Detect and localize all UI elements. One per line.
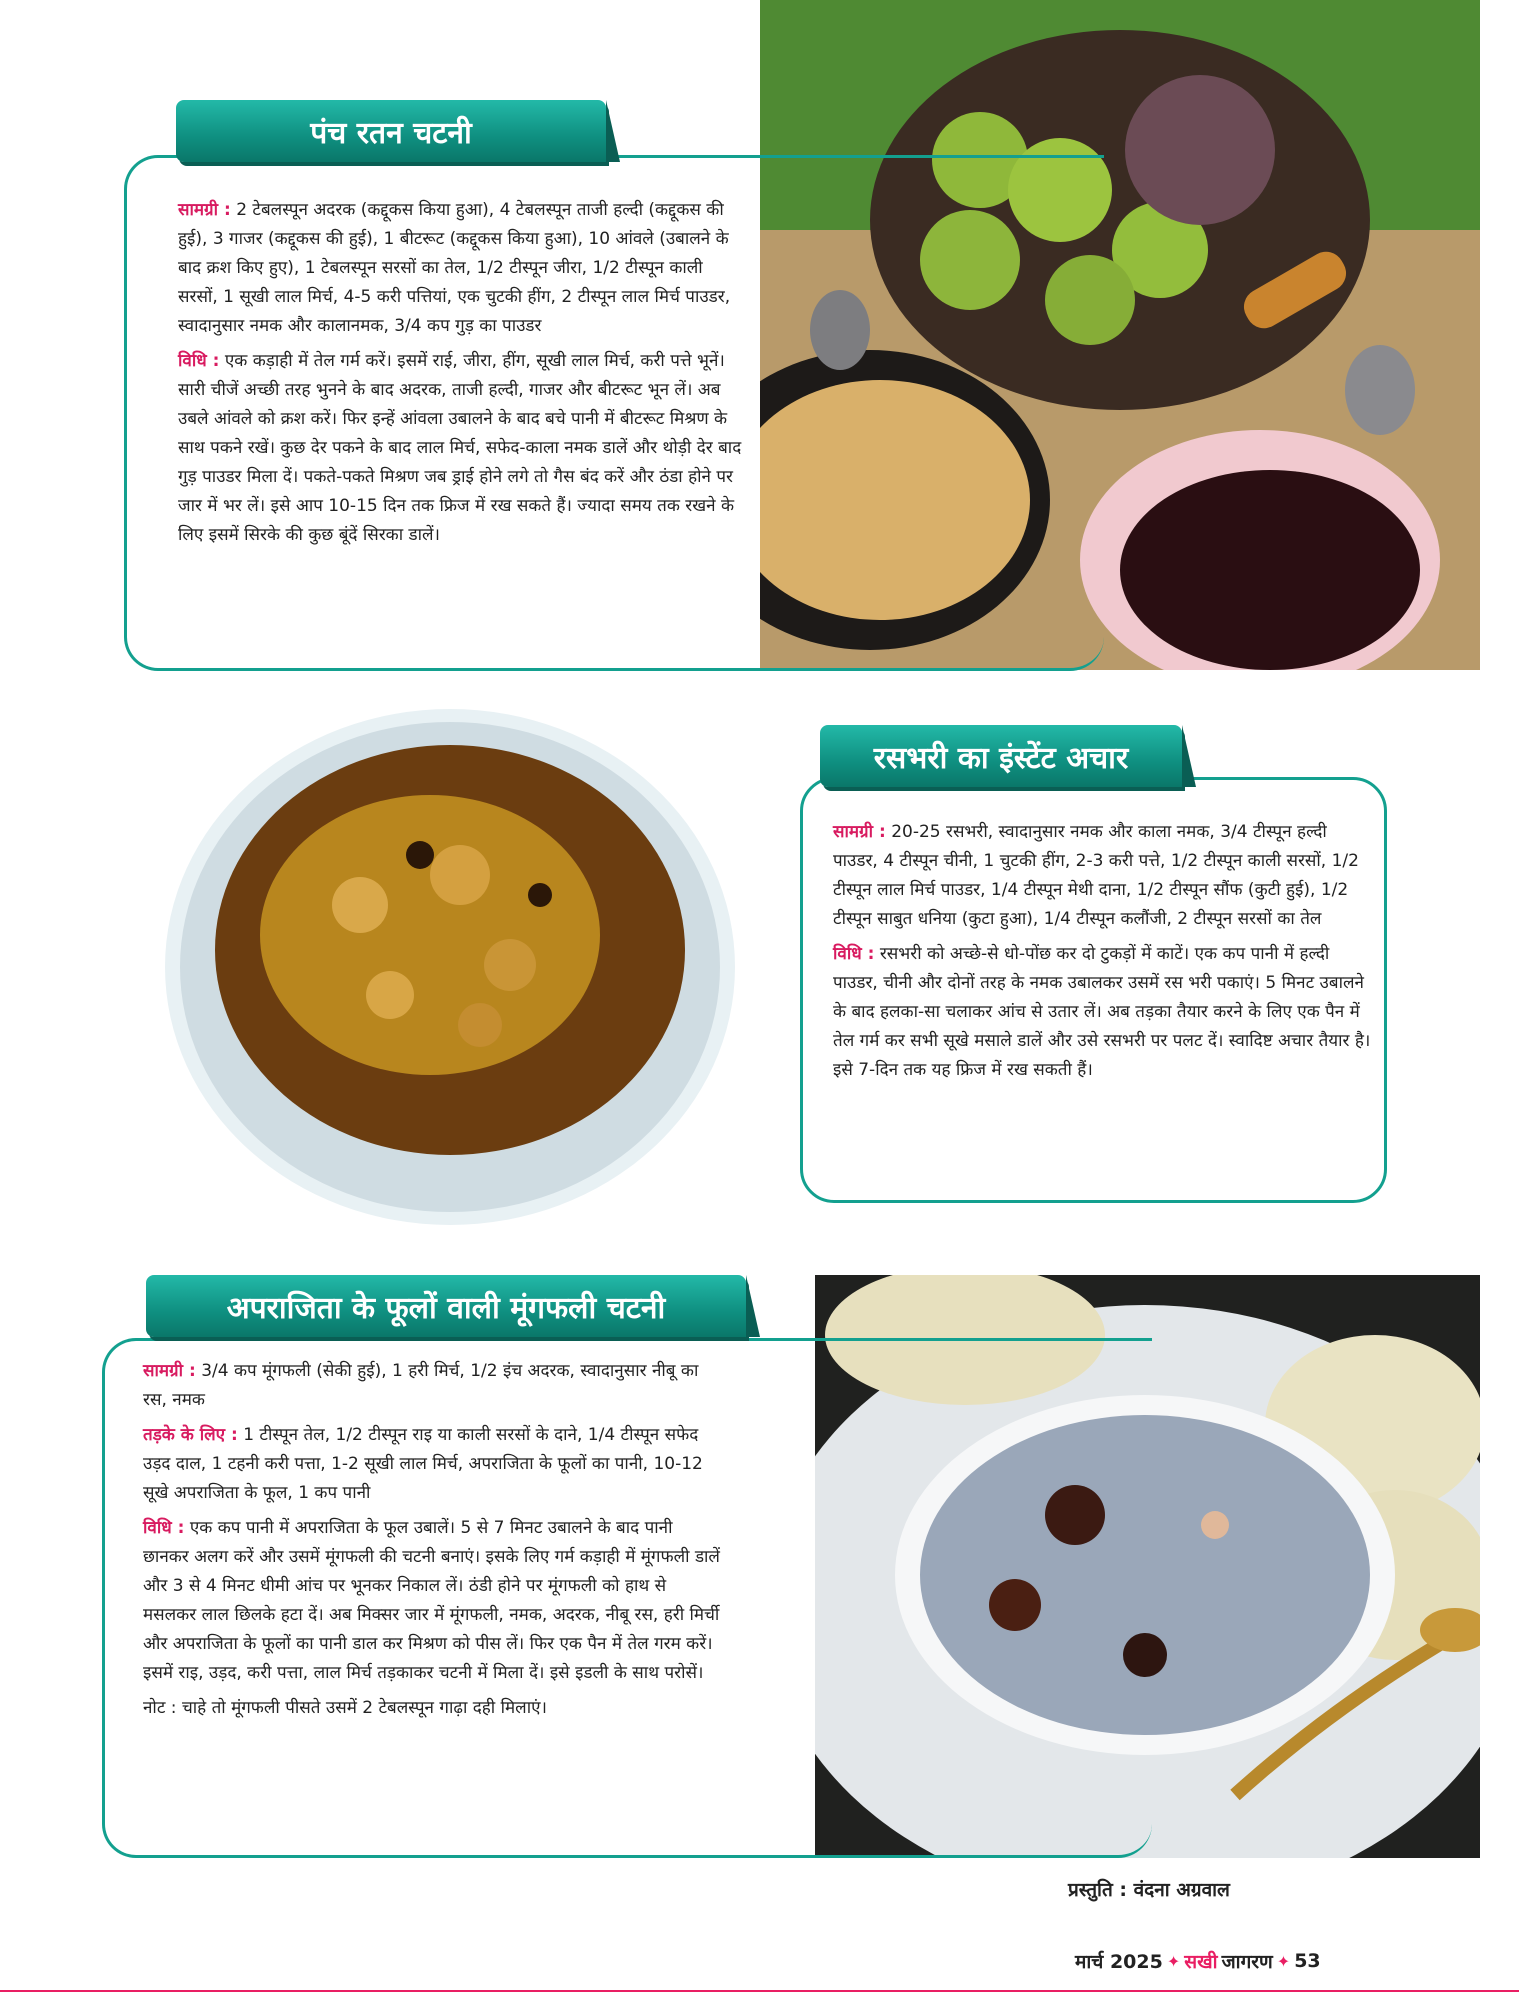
recipe-text-aparajita <box>143 1357 723 1729</box>
ingredients-paragraph <box>143 1357 723 1415</box>
method-label: विधि : <box>143 1518 185 1538</box>
tadka-text: 1 टीस्पून तेल, 1/2 टीस्पून राइ या काली सरसों के दाने, 1/4 टीस्पून सफेद उड़द दाल, 1 टहनी करी पत्ता, 1-2 सूखी लाल मिर्च, अपराजिता के फूलों का पानी, 10-12 सूखे अपराजिता के फूल, 1 कप पानी <box>143 1425 703 1503</box>
footer-page-number: 53 <box>1294 1950 1321 1972</box>
star-icon: ✦ <box>1276 1951 1291 1971</box>
recipe-title-aparajita: अपराजिता के फूलों वाली मूंगफली चटनी <box>146 1275 746 1337</box>
tadka-label: तड़के के लिए : <box>143 1425 238 1445</box>
footer-brand-part1: सखी <box>1184 1951 1218 1973</box>
method-label: विधि : <box>178 351 220 371</box>
recipe-text-rasbhari <box>833 818 1373 1091</box>
method-text: एक कप पानी में अपराजिता के फूल उबालें। 5 से 7 मिनट उबालने के बाद पानी छानकर अलग करें और उसमें मूंगफली की चटनी बनाएं। इसके लिए गर्म कड़ाही में मूंगफली डालें और 3 से 4 मिनट धीमी आंच पर भूनकर निकाल लें। ठंडी होने पर मूंगफली को हाथ से मसलकर लाल छिलके हटा दें। अब मिक्सर जार में मूंगफली, नमक, अदरक, नीबू रस, हरी मिर्ची और अपराजिता के फूलों का पानी डाल कर मिश्रण को पीस लें। फिर एक पैन में तेल गरम करें। इसमें राइ, उड़द, करी पत्ता, लाल मिर्च तड़काकर चटनी में मिला दें। इसे इडली के साथ परोसें। <box>143 1518 720 1683</box>
ingredients-label: सामग्री : <box>833 822 886 842</box>
method-paragraph <box>833 940 1373 1085</box>
footer-divider <box>0 1990 1519 1992</box>
recipe-title-rasbhari: रसभरी का इंस्टेंट अचार <box>820 725 1182 787</box>
ingredients-text: 3/4 कप मूंगफली (सेकी हुई), 1 हरी मिर्च, 1/2 इंच अदरक, स्वादानुसार नीबू का रस, नमक <box>143 1361 699 1410</box>
ingredients-paragraph <box>178 196 746 341</box>
note-paragraph: नोट : चाहे तो मूंगफली पीसते उसमें 2 टेबलस्पून गाढ़ा दही मिलाएं। <box>143 1698 547 1718</box>
ingredients-label: सामग्री : <box>178 200 231 220</box>
ingredients-text: 20-25 रसभरी, स्वादानुसार नमक और काला नमक, 3/4 टीस्पून हल्दी पाउडर, 4 टीस्पून चीनी, 1 चुटकी हींग, 2-3 करी पत्ते, 1/2 टीस्पून काली सरसों, 1/2 टीस्पून लाल मिर्च पाउडर, 1/4 टीस्पून मेथी दाना, 1/2 टीस्पून सौंफ (कुटी हुई), 1/2 टीस्पून साबुत धनिया (कुटा हुआ), 1/4 टीस्पून कलौंजी, 2 टीस्पून सरसों का तेल <box>833 822 1359 929</box>
recipe-text-panch-ratan <box>178 196 746 556</box>
tadka-paragraph <box>143 1421 723 1508</box>
ingredients-paragraph <box>833 818 1373 934</box>
method-paragraph <box>143 1514 723 1688</box>
method-label: विधि : <box>833 944 875 964</box>
method-text: एक कड़ाही में तेल गर्म करें। इसमें राई, जीरा, हींग, सूखी लाल मिर्च, करी पत्ते भूनें। सारी चीजें अच्छी तरह भुनने के बाद अदरक, ताजी हल्दी, गाजर और बीटरूट भून लें। अब उबले आंवले को क्रश करें। फिर इन्हें आंवला उबालने के बाद बचे पानी में बीटरूट मिश्रण के साथ पकने रखें। कुछ देर पकने के बाद लाल मिर्च, सफेद-काला नमक डालें और थोड़ी देर बाद गुड़ पाउडर मिला दें। पकते-पकते मिश्रण जब ड्राई होने लगे तो गैस बंद करें और ठंडा होने पर जार में भर लें। इसे आप 10-15 दिन तक फ्रिज में रख सकते हैं। ज्यादा समय तक रखने के लिए इसमें सिरके की कुछ बूंदें सिरका डालें। <box>178 351 742 545</box>
method-paragraph <box>178 347 746 550</box>
ingredients-label: सामग्री : <box>143 1361 196 1381</box>
method-text: रसभरी को अच्छे-से धो-पोंछ कर दो टुकड़ों में काटें। एक कप पानी में हल्दी पाउडर, चीनी और दोनों तरह के नमक उबालकर उसमें रस भरी पकाएं। 5 मिनट उबालने के बाद हलका-सा चलाकर आंच से उतार लें। अब तड़का तैयार करने के लिए एक पैन में तेल गर्म कर सभी सूखे मसाले डालें और उसे रसभरी पर पलट दें। स्वादिष्ट अचार तैयार है। इसे 7-दिन तक यह फ्रिज में रख सकती हैं। <box>833 944 1371 1080</box>
author-credit: प्रस्तुति : वंदना अग्रवाल <box>1068 1879 1230 1901</box>
footer-month-year: मार्च 2025 <box>1075 1951 1163 1973</box>
photo-rasbhari-pickle <box>160 705 740 1230</box>
ingredients-text: 2 टेबलस्पून अदरक (कद्दूकस किया हुआ), 4 टेबलस्पून ताजी हल्दी (कद्दूकस की हुई), 3 गाजर (कद्दूकस की हुई), 1 बीटरूट (कद्दूकस किया हुआ), 10 आंवले (उबालने के बाद क्रश किए हुए), 1 टेबलस्पून सरसों का तेल, 1/2 टीस्पून जीरा, 1/2 टीस्पून काली सरसों, 1 सूखी लाल मिर्च, 4-5 करी पत्तियां, एक चुटकी हींग, 2 टीस्पून लाल मिर्च पाउडर, स्वादानुसार नमक और कालानमक, 3/4 कप गुड़ का पाउडर <box>178 200 731 336</box>
star-icon: ✦ <box>1166 1951 1181 1971</box>
page-footer <box>1075 1948 1321 1974</box>
footer-brand-part2: जागरण <box>1221 1951 1273 1973</box>
recipe-title-panch-ratan: पंच रतन चटनी <box>176 100 606 162</box>
